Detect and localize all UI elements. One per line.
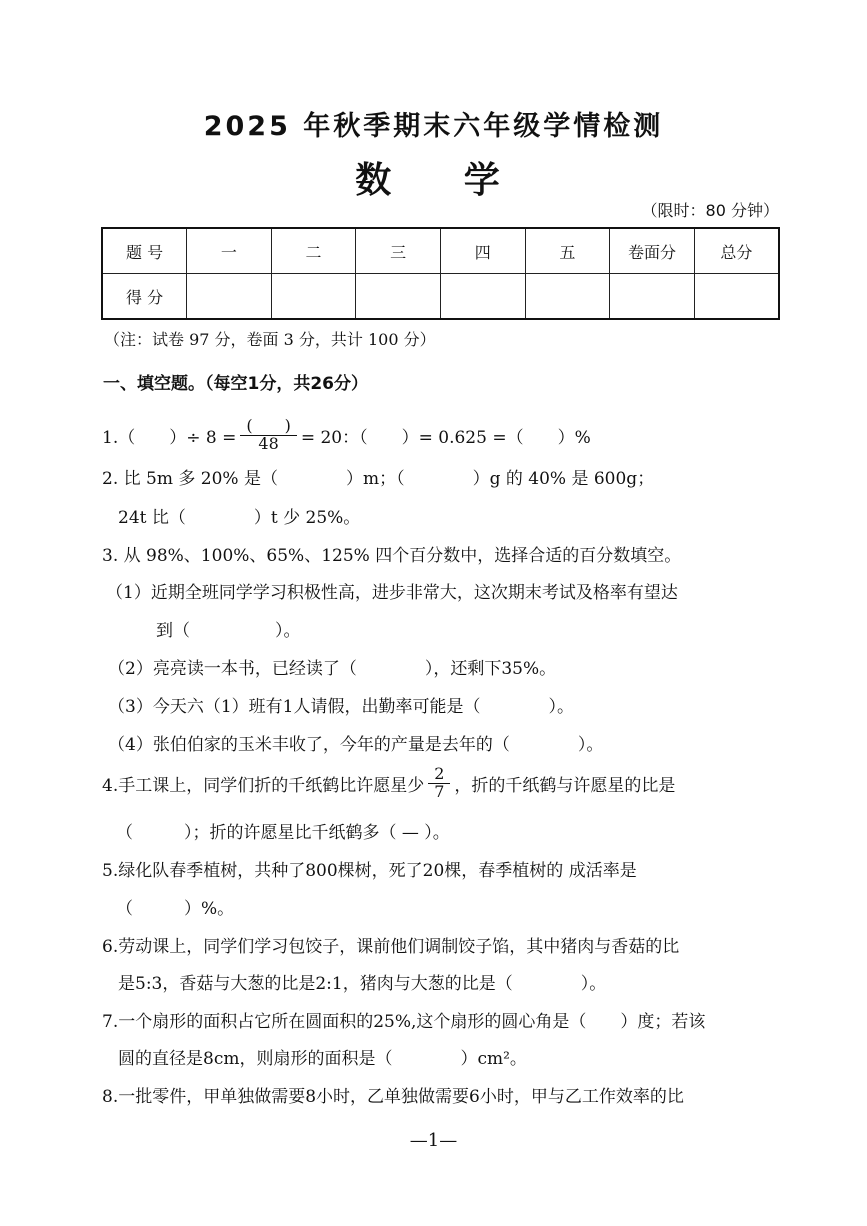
score-input-4[interactable] [441,274,526,320]
score-input-neatness[interactable] [610,274,695,320]
question-3-sub-4: （4）张伯伯家的玉米丰收了，今年的产量是去年的（ ）。 [108,735,604,755]
question-5-line-2: （ ）%。 [116,899,235,919]
q4-part-a: 4.手工课上，同学们折的千纸鹤比许愿星少 [102,775,425,796]
score-cell-neatness: 卷面分 [610,228,695,274]
q4-fraction-denominator: 7 [434,781,445,801]
score-cell-4: 四 [441,228,526,274]
score-cell-1: 一 [187,228,272,274]
score-input-2[interactable] [271,274,356,320]
score-cell-2: 二 [271,228,356,274]
question-4-line-1 [102,766,675,801]
score-row-label: 得 分 [102,274,187,320]
question-2-line-2: 24t 比（ ）t 少 25%。 [118,508,361,528]
question-6-line-2: 是5:3，香菇与大葱的比是2:1，猪肉与大葱的比是（ ）。 [118,974,607,994]
score-cell-3: 三 [356,228,441,274]
score-cell-total: 总分 [694,228,779,274]
exam-title: 2025 年秋季期末六年级学情检测 [203,111,664,142]
question-3-stem: 3. 从 98%、100%、65%、125% 四个百分数中，选择合适的百分数填空。 [102,546,682,566]
score-cell-label: 题 号 [102,228,187,274]
question-7-line-1: 7.一个扇形的面积占它所在圆面积的25%,这个扇形的圆心角是（ ）度；若该 [102,1012,706,1032]
section-1-title: 一、填空题。（每空1分，共26分） [103,374,368,394]
q1-fraction [240,418,297,453]
score-input-1[interactable] [187,274,272,320]
q1-fraction-numerator: ( ) [246,416,291,435]
question-5-line-1: 5.绿化队春季植树，共种了800棵树，死了20棵，春季植树的 成活率是 [102,861,637,881]
q4-fraction [428,766,450,801]
question-8-line-1: 8.一批零件，甲单独做需要8小时，乙单独做需要6小时，甲与乙工作效率的比 [102,1087,684,1107]
score-input-total[interactable] [694,274,779,320]
score-table [101,227,780,320]
q4-fraction-numerator: 2 [434,764,445,783]
question-1 [102,418,591,453]
q1-part-a: 1.（ ）÷ 8 = [102,427,237,448]
question-7-line-2: 圆的直径是8cm，则扇形的面积是（ ）cm²。 [118,1049,527,1069]
score-input-5[interactable] [525,274,610,320]
q1-part-b: = 20：（ ）= 0.625 =（ ）% [300,427,591,448]
score-cell-5: 五 [525,228,610,274]
time-limit: （限时：80 分钟） [641,201,779,220]
q4-part-b: ，折的千纸鹤与许愿星的比是 [454,775,676,796]
question-3-sub-1-line-1: （1）近期全班同学学习积极性高，进步非常大，这次期末考试及格率有望达 [106,583,678,603]
question-3-sub-3: （3）今天六（1）班有1人请假，出勤率可能是（ ）。 [108,697,574,717]
score-note: （注：试卷 97 分，卷面 3 分，共计 100 分） [104,330,436,349]
question-3-sub-1-line-2: 到（ ）。 [156,621,301,641]
score-table-header-row [102,228,779,274]
page-number: —1— [409,1130,458,1151]
score-input-3[interactable] [356,274,441,320]
question-2-line-1: 2. 比 5m 多 20% 是（ ）m；（ ）g 的 40% 是 600g； [102,469,655,489]
subject-title: 数 学 [355,160,530,201]
question-3-sub-2: （2）亮亮读一本书，已经读了（ ），还剩下35%。 [108,659,557,679]
question-6-line-1: 6.劳动课上，同学们学习包饺子，课前他们调制饺子馅，其中猪肉与香菇的比 [102,937,680,957]
question-4-line-2: （ ）；折的许愿星比千纸鹤多（ — ）。 [116,823,450,843]
q1-fraction-denominator: 48 [258,433,279,453]
score-table-score-row [102,274,779,320]
